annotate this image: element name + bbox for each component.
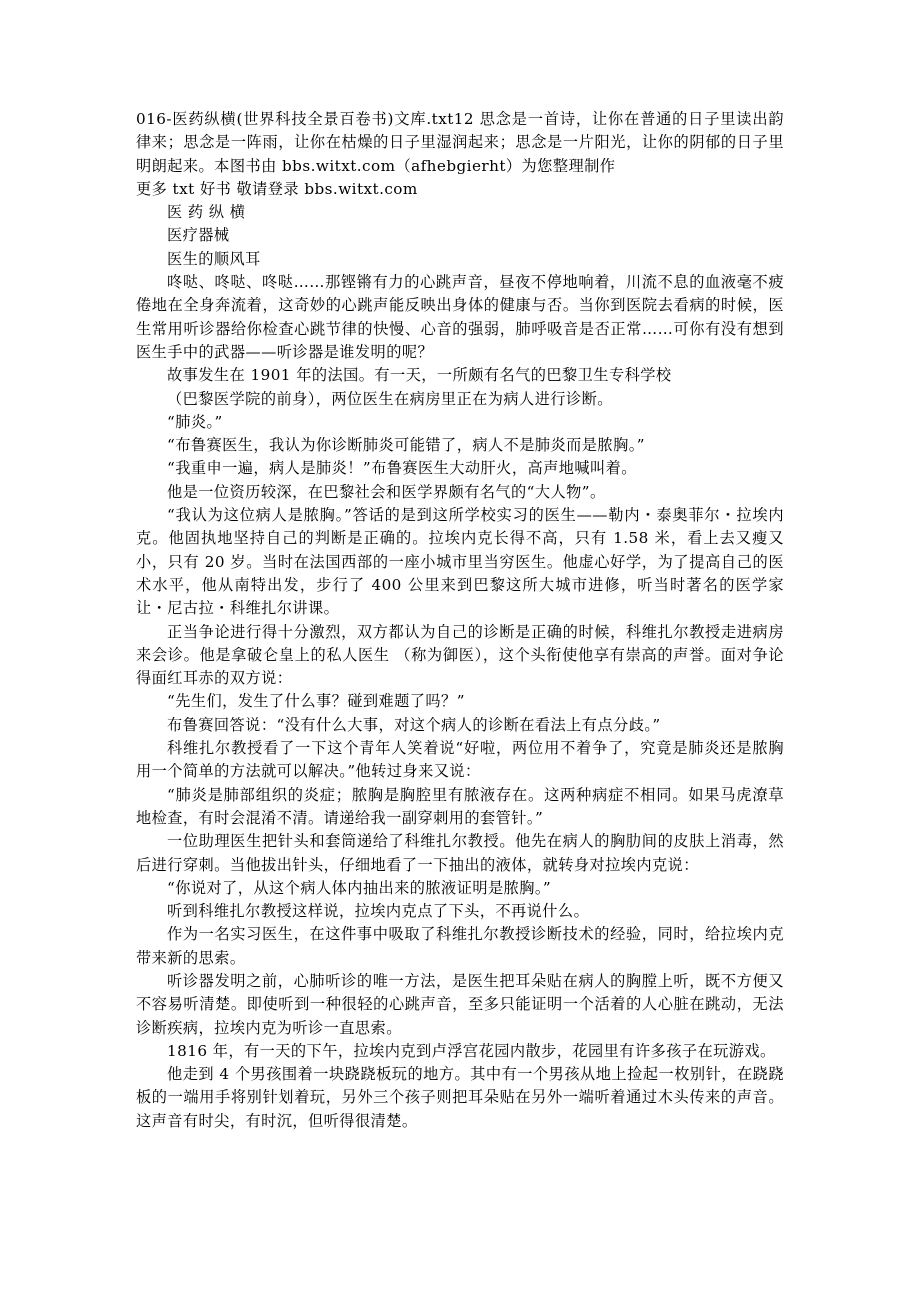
- promo-line: 更多 txt 好书 敬请登录 bbs.witxt.com: [136, 179, 418, 198]
- dialogue-line: “布鲁赛医生，我认为你诊断肺炎可能错了，病人不是肺炎而是脓胸。”: [167, 436, 645, 455]
- body-paragraph: 听诊器发明之前，心肺听诊的唯一方法，是医生把耳朵贴在病人的胸膛上听，既不方便又不容易听清楚。即使听到一种很轻的心跳声音，至多只能证明一个活着的人心脏在跳动，无法诊断疾病，拉埃内克为听诊一直思索。: [136, 971, 784, 1037]
- body-paragraph: 1816 年，有一天的下午，拉埃内克到卢浮宫花园内散步，花园里有许多孩子在玩游戏。: [167, 1041, 776, 1060]
- body-paragraph: 一位助理医生把针头和套筒递给了科维扎尔教授。他先在病人的胸肋间的皮肤上消毒，然后进行穿刺。当他拔出针头，仔细地看了一下抽出的液体，就转身对拉埃内克说：: [136, 832, 784, 874]
- dialogue-line: 布鲁赛回答说：“没有什么大事，对这个病人的诊断在看法上有点分歧。”: [167, 715, 661, 734]
- body-paragraph: 听到科维扎尔教授这样说，拉埃内克点了下头，不再说什么。: [167, 902, 590, 921]
- section-title: 医疗器械: [167, 226, 230, 245]
- dialogue-line: “你说对了，从这个病人体内抽出来的脓液证明是脓胸。”: [167, 878, 552, 897]
- body-paragraph: （巴黎医学院的前身），两位医生在病房里正在为病人进行诊断。: [167, 389, 613, 408]
- dialogue-line: “先生们，发生了什么事？碰到难题了吗？”: [167, 692, 465, 711]
- body-paragraph: 正当争论进行得十分激烈，双方都认为自己的诊断是正确的时候，科维扎尔教授走进病房来会诊。他是拿破仑皇上的私人医生 （称为御医），这个头衔使他享有崇高的声誉。面对争论得面红耳赤的双方说：: [136, 622, 784, 688]
- body-paragraph: 科维扎尔教授看了一下这个青年人笑着说“好啦，两位用不着争了，究竟是肺炎还是脓胸用一个简单的方法就可以解决。”他转过身来又说：: [136, 739, 784, 781]
- book-title: 医 药 纵 横: [167, 203, 246, 222]
- body-paragraph: 作为一名实习医生，在这件事中吸取了科维扎尔教授诊断技术的经验，同时，给拉埃内克带来新的思索。: [136, 925, 784, 967]
- body-paragraph: 他走到 4 个男孩围着一块跷跷板玩的地方。其中有一个男孩从地上捡起一枚别针，在跷跷板的一端用手将别针划着玩，另外三个孩子则把耳朵贴在另外一端听着通过木头传来的声音。这声音有时尖，有时沉，但听得很清楚。: [136, 1065, 784, 1130]
- body-paragraph: 故事发生在 1901 年的法国。有一天，一所颇有名气的巴黎卫生专科学校: [167, 366, 672, 385]
- document-page: [136, 108, 784, 1133]
- header-paragraph: 016-医药纵横(世界科技全景百卷书)文库.txt12 思念是一首诗，让你在普通的日子里读出韵律来；思念是一阵雨，让你在枯燥的日子里湿润起来；思念是一片阳光，让你的阴郁的日子里明朗起来。本图书由 bbs.witxt.com（afhebgierht）为您整理制作: [136, 110, 784, 175]
- dialogue-line: “我重申一遍，病人是肺炎！”布鲁赛医生大动肝火，高声地喊叫着。: [167, 459, 637, 478]
- dialogue-line: “肺炎是肺部组织的炎症；脓胸是胸腔里有脓液存在。这两种病症不相同。如果马虎潦草地检查，有时会混淆不清。请递给我一副穿刺用的套管针。”: [136, 785, 784, 827]
- body-paragraph: 咚哒、咚哒、咚哒……那铿锵有力的心跳声音，昼夜不停地响着，川流不息的血液毫不疲倦地在全身奔流着，这奇妙的心跳声能反映出身体的健康与否。当你到医院去看病的时候，医生常用听诊器给你检查心跳节律的快慢、心音的强弱，肺呼吸音是否正常……可你有没有想到医生手中的武器——听诊器是谁发明的呢？: [136, 273, 784, 361]
- body-paragraph: 他是一位资历较深，在巴黎社会和医学界颇有名气的“大人物”。: [167, 482, 606, 501]
- body-paragraph: “我认为这位病人是脓胸。”答话的是到这所学校实习的医生——勒内・泰奥菲尔・拉埃内克。他固执地坚持自己的判断是正确的。拉埃内克长得不高，只有 1.58 米，看上去又瘦又小，只有 20 岁。当时在法国西部的一座小城市里当穷医生。他虚心好学，为了提高自己的医术水平，他从南特出发，步行了 400 公里来到巴黎这所大城市进修，听当时著名的医学家让・尼古拉・科维扎尔讲课。: [136, 506, 784, 618]
- dialogue-line: “肺炎。”: [167, 412, 223, 431]
- chapter-title: 医生的顺风耳: [167, 249, 261, 268]
